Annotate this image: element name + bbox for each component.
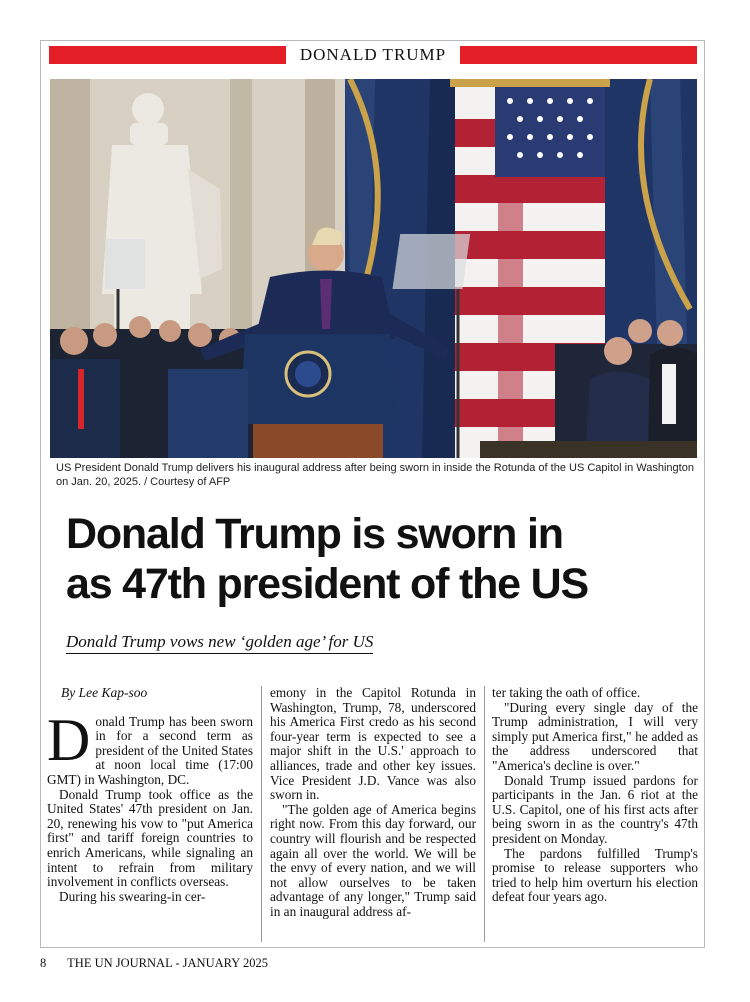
inauguration-photo xyxy=(50,79,697,458)
paragraph: Donald Trump issued pardons for participants in the Jan. 6 riot at the U.S. Capitol, one of his first acts after being sworn in as the country's 47th president on Monday. xyxy=(492,772,698,846)
headline-line-2: as 47th president of the US xyxy=(66,560,588,608)
paragraph: Donald Trump has been sworn in for a second term as president of the United States at noon local time (17:00 GMT) in Washington, DC. xyxy=(47,706,253,787)
paragraph: ter taking the oath of office. xyxy=(492,685,641,700)
headline-line-1: Donald Trump is sworn in xyxy=(66,510,563,558)
paragraph: Donald Trump took office as the United States' 47th president on Jan. 20, renewing his vow to "put America first" and tariff foreign countries to enrich Americans, while signaling an intent to refrain from military involvement in conflicts overseas. xyxy=(47,786,253,890)
drop-cap: D xyxy=(47,706,91,773)
paragraph: emony in the Capitol Rotunda in Washington, Trump, 78, underscored his America First credo as his second four-year term is expected to see a major shift in the U.S.' approach to alliances, trade and other key issues. Vice President J.D. Vance was also sworn in. xyxy=(270,685,476,803)
page-number: 8 xyxy=(40,956,47,970)
subheadline: Donald Trump vows new ‘golden age’ for US xyxy=(66,632,373,654)
section-header xyxy=(49,46,697,64)
paragraph: "The golden age of America begins right now. From this day forward, our country will flourish and be respected again all over the world. We will be the envy of every nation, and we will not allow ourselves to be taken advantage of any longer," Trump said in an inaugural address af- xyxy=(270,801,476,919)
column-rule xyxy=(261,686,262,942)
paragraph: "During every single day of the Trump administration, I will very simply put America first," he added as the address underscored that "America's decline is over." xyxy=(492,699,698,773)
section-bar-left xyxy=(49,46,286,64)
photo-caption: US President Donald Trump delivers his inaugural address after being sworn in inside the Rotunda of the US Capitol in Washington on Jan. 20, 2025. / Courtesy of AFP xyxy=(56,462,694,488)
column-rule xyxy=(484,686,485,942)
podium xyxy=(240,334,395,458)
article-column-1 xyxy=(47,686,253,904)
section-label: DONALD TRUMP xyxy=(299,45,447,64)
section-bar-right xyxy=(460,46,697,64)
article-column-2 xyxy=(270,686,476,920)
byline: By Lee Kap-soo xyxy=(61,685,148,700)
publication-name: THE UN JOURNAL - JANUARY 2025 xyxy=(67,956,268,970)
headline xyxy=(66,509,706,609)
page-footer xyxy=(40,956,268,971)
paragraph: The pardons fulfilled Trump's promise to release supporters who tried to help him overturn his election defeat four years ago. xyxy=(492,845,698,905)
paragraph: During his swearing-in cer- xyxy=(59,888,206,904)
article-column-3 xyxy=(492,686,698,905)
